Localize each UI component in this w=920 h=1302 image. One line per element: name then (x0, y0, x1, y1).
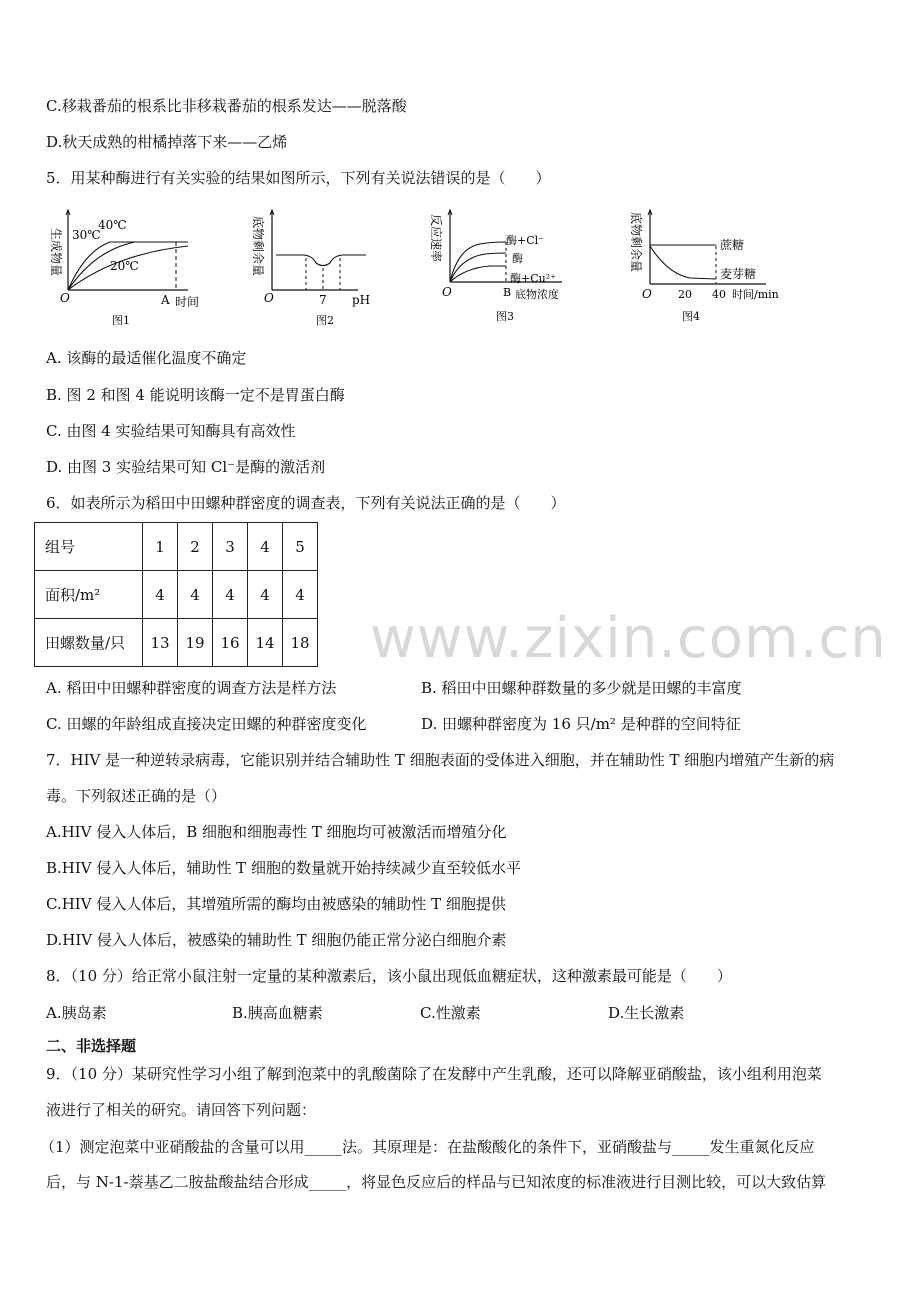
fig2-origin: O (264, 291, 274, 305)
fig4-x-20: 20 (678, 288, 692, 301)
q4-option-c: C.移栽番茄的根系比非移栽番茄的根系发达——脱落酸 (46, 97, 407, 115)
figure-3 (429, 210, 562, 323)
snail-density-table (34, 522, 318, 667)
q6-option-a: A. 稻田中田螺种群密度的调查方法是样方法 (46, 679, 337, 697)
table-cell: 19 (178, 619, 213, 667)
fig1-xlabel: 时间 (175, 295, 200, 309)
table-cell: 4 (283, 571, 318, 619)
q6-option-c: C. 田螺的年龄组成直接决定田螺的种群密度变化 (46, 715, 367, 733)
fig4-origin: O (642, 287, 652, 301)
q7-option-a: A.HIV 侵入人体后，B 细胞和细胞毒性 T 细胞均可被激活而增殖分化 (46, 823, 507, 841)
q5-option-a: A. 该酶的最适催化温度不确定 (46, 349, 247, 367)
table-cell: 面积/m² (35, 571, 143, 619)
q5-option-c: C. 由图 4 实验结果可知酶具有高效性 (46, 422, 296, 440)
fig2-caption: 图2 (316, 314, 334, 327)
fig4-ylabel: 底物剩余量 (629, 212, 643, 273)
fig1-x-a: A (161, 293, 170, 307)
table-cell: 4 (143, 571, 178, 619)
fig4-xlabel: 时间/min (732, 288, 779, 301)
fig1-label-30: 30℃ (72, 228, 101, 242)
table-cell: 14 (248, 619, 283, 667)
q8-option-c: C.性激素 (420, 1004, 481, 1022)
fig2-xlabel: pH (352, 293, 371, 307)
table-cell: 16 (213, 619, 248, 667)
table-cell: 组号 (35, 523, 143, 571)
table-cell: 4 (178, 571, 213, 619)
fig2-curve (276, 255, 366, 266)
fig3-ylabel: 反应速率 (429, 214, 443, 263)
q4-option-d: D.秋天成熟的柑橘掉落下来——乙烯 (46, 133, 288, 151)
q8-stem: 8．（10 分）给正常小鼠注射一定量的某种激素后，该小鼠出现低血糖症状，这种激素最可能是（ ） (46, 967, 732, 985)
fig4-label-maltose: 麦芽糖 (720, 267, 757, 281)
table-cell: 4 (248, 523, 283, 571)
q9-sub1-line2: 后，与 N-1-萘基乙二胺盐酸盐结合形成_____，将显色反应后的样品与已知浓度的标准液进行目测比较，可以大致估算 (46, 1173, 827, 1191)
q9-sub1-line1: （1）测定泡菜中亚硝酸盐的含量可以用_____法。其原理是：在盐酸酸化的条件下，亚硝酸盐与_____发生重氮化反应 (40, 1138, 815, 1156)
fig3-x-b: B (503, 286, 512, 299)
fig1-ylabel: 生成物量 (49, 228, 63, 277)
table-cell: 2 (178, 523, 213, 571)
fig3-caption: 图3 (496, 310, 514, 323)
table-cell: 5 (283, 523, 318, 571)
fig3-label-cu: 酶+Cu²⁺ (510, 272, 556, 285)
figure-2 (251, 210, 370, 327)
fig4-label-sucrose: 蔗糖 (720, 238, 745, 252)
figure-1 (49, 210, 199, 327)
q5-option-d: D. 由图 3 实验结果可知 Cl⁻是酶的激活剂 (46, 458, 326, 476)
q7-option-d: D.HIV 侵入人体后，被感染的辅助性 T 细胞仍能正常分泌白细胞介素 (46, 931, 507, 949)
q8-option-a: A.胰岛素 (46, 1004, 107, 1022)
q6-stem: 6．如表所示为稻田中田螺种群密度的调查表，下列有关说法正确的是（ ） (46, 494, 566, 512)
table-row (35, 523, 318, 571)
table-row (35, 571, 318, 619)
fig4-caption: 图4 (682, 310, 700, 323)
table-cell: 13 (143, 619, 178, 667)
fig2-ylabel: 底物剩余量 (251, 216, 265, 277)
table-cell: 4 (248, 571, 283, 619)
watermark: www.zixin.com.cn (370, 606, 887, 671)
q6-option-b: B. 稻田中田螺种群数量的多少就是田螺的丰富度 (421, 679, 742, 697)
table-cell: 4 (213, 571, 248, 619)
fig1-caption: 图1 (112, 314, 130, 327)
fig3-label-cl: 酶+Cl⁻ (506, 234, 544, 247)
fig3-origin: O (442, 285, 452, 299)
fig1-origin: O (60, 291, 70, 305)
fig2-x-7: 7 (319, 293, 327, 307)
fig4-x-40: 40 (712, 288, 726, 301)
fig3-xlabel: 底物浓度 (515, 288, 559, 301)
fig1-label-40: 40℃ (98, 218, 127, 232)
q9-stem-line2: 液进行了相关的研究。请回答下列问题： (46, 1101, 317, 1119)
table-cell: 3 (213, 523, 248, 571)
table-cell: 田螺数量/只 (35, 619, 143, 667)
table-row (35, 619, 318, 667)
figure-4 (629, 210, 779, 323)
fig1-label-20: 20℃ (110, 259, 139, 273)
q6-option-d: D. 田螺种群密度为 16 只/m² 是种群的空间特征 (421, 715, 741, 733)
q5-figures (40, 196, 780, 336)
q5-option-b: B. 图 2 和图 4 能说明该酶一定不是胃蛋白酶 (46, 386, 345, 404)
q5-stem: 5．用某种酶进行有关实验的结果如图所示，下列有关说法错误的是（ ） (46, 169, 551, 187)
table-cell: 18 (283, 619, 318, 667)
fig4-curve-maltose (650, 246, 716, 279)
q7-stem-line1: 7．HIV 是一种逆转录病毒，它能识别并结合辅助性 T 细胞表面的受体进入细胞，并在辅助性 T 细胞内增殖产生新的病 (46, 751, 835, 769)
fig3-label-enzyme: 酶 (512, 252, 523, 265)
q8-option-d: D.生长激素 (608, 1004, 685, 1022)
q7-option-c: C.HIV 侵入人体后，其增殖所需的酶均由被感染的辅助性 T 细胞提供 (46, 895, 506, 913)
q7-option-b: B.HIV 侵入人体后，辅助性 T 细胞的数量就开始持续减少直至较低水平 (46, 859, 521, 877)
table-cell: 1 (143, 523, 178, 571)
q8-option-b: B.胰高血糖素 (232, 1004, 323, 1022)
q7-stem-line2: 毒。下列叙述正确的是（） (46, 787, 227, 805)
q9-stem-line1: 9．（10 分）某研究性学习小组了解到泡菜中的乳酸菌除了在发酵中产生乳酸，还可以降解亚硝酸盐，该小组利用泡菜 (46, 1065, 822, 1083)
section-heading: 二、非选择题 (46, 1037, 137, 1055)
